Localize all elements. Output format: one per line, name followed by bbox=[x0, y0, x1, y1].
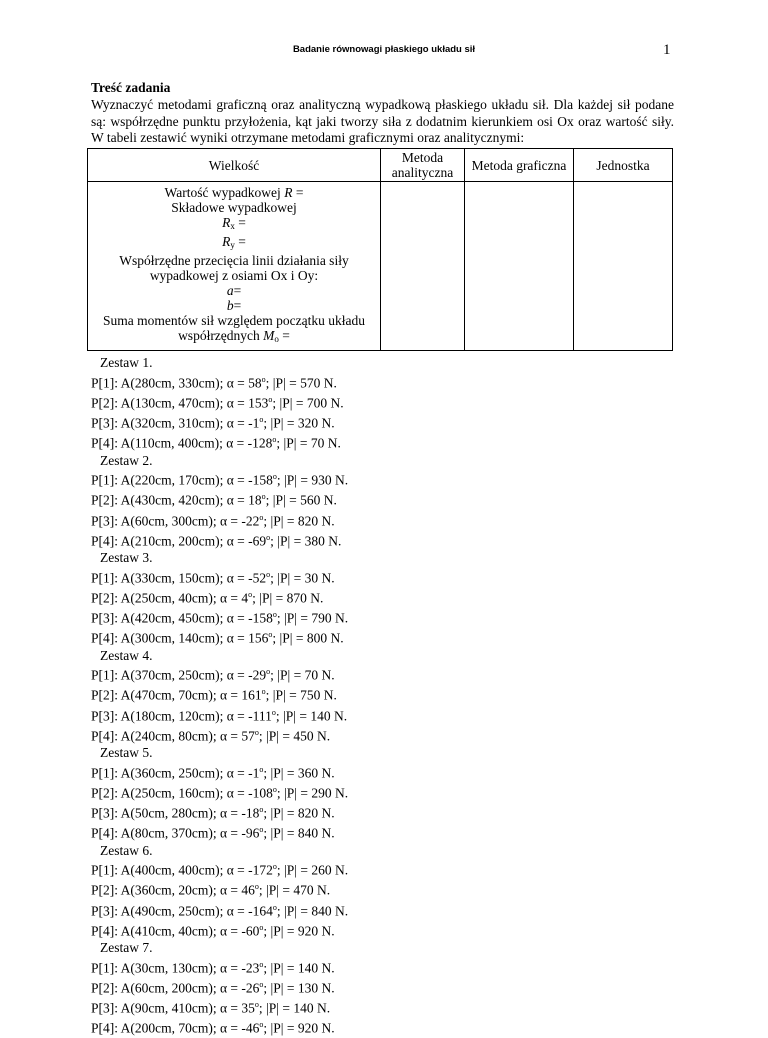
load-line: P[3]: A(50cm, 280cm); $\alpha = -18^o$; |P| = 820 N. bbox=[91, 805, 335, 821]
row-components-label: Składowe wypadkowej bbox=[171, 200, 297, 215]
load-line: P[2]: A(130cm, 470cm); $\alpha = 153^o$; |P| = 700 N. bbox=[91, 394, 344, 411]
row-rx: $R_x$ = bbox=[222, 215, 246, 231]
header-quantity: Wielkość bbox=[88, 149, 381, 182]
load-line: P[4]: A(410cm, 40cm); $\alpha = -60^o$; |P| = 920 N. bbox=[91, 922, 335, 939]
header-analytic: Metoda analityczna bbox=[381, 149, 465, 182]
section-heading: Treść zadania bbox=[91, 80, 171, 95]
load-line: P[1]: A(220cm, 170cm); $\alpha = -158^o$; |P| = 930 N. bbox=[91, 472, 349, 488]
load-line: P[2]: A(60cm, 200cm); $\alpha = -26^o$; |P| = 130 N. bbox=[91, 980, 335, 996]
load-line: P[2]: A(430cm, 420cm); $\alpha = 18^o$; |P| = 560 N. bbox=[91, 492, 337, 508]
row-intersection-label-2: wypadkowej z osiami Ox i Oy: bbox=[149, 268, 319, 283]
load-line: P[1]: A(370cm, 250cm); $\alpha = -29^o$; |P| = 70 N. bbox=[91, 667, 335, 683]
load-line: P[1]: A(360cm, 250cm); $\alpha = -1^o$; |P| = 360 N. bbox=[91, 764, 335, 781]
load-line: P[3]: A(320cm, 310cm); $\alpha = -1^o$; |P| = 320 N. bbox=[91, 415, 335, 431]
row-moment-label-2: współrzędnych $M_o$ = bbox=[178, 328, 290, 344]
page-number: 1 bbox=[663, 42, 671, 58]
load-line: P[3]: A(180cm, 120cm); $\alpha = -111^o$; |P| = 140 N. bbox=[91, 707, 348, 724]
graphic-value-cell[interactable] bbox=[465, 182, 574, 351]
load-line: P[4]: A(110cm, 400cm); $\alpha = -128^o$; |P| = 70 N. bbox=[91, 435, 341, 451]
load-line: P[2]: A(470cm, 70cm); $\alpha = 161^o$; |P| = 750 N. bbox=[91, 687, 337, 703]
load-line: P[4]: A(200cm, 70cm); $\alpha = -46^o$; |P| = 920 N. bbox=[91, 1020, 335, 1036]
row-moment-label-1: Suma momentów sił względem początku układu bbox=[102, 313, 366, 328]
load-line: P[2]: A(250cm, 160cm); $\alpha = -108^o$; |P| = 290 N. bbox=[91, 784, 349, 801]
row-a: a= bbox=[226, 283, 242, 298]
row-b: b= bbox=[226, 298, 242, 313]
set-title: Zestaw 5. bbox=[100, 745, 153, 761]
set-title: Zestaw 4. bbox=[100, 647, 153, 663]
load-line: P[4]: A(240cm, 80cm); $\alpha = 57^o$; |P| = 450 N. bbox=[91, 727, 331, 744]
set-title: Zestaw 7. bbox=[100, 940, 153, 956]
load-line: P[1]: A(280cm, 330cm); $\alpha = 58^o$; |P| = 570 N. bbox=[91, 374, 337, 391]
load-line: P[4]: A(210cm, 200cm); $\alpha = -69^o$; |P| = 380 N. bbox=[91, 532, 342, 549]
quantities-cell bbox=[88, 182, 381, 351]
load-line: P[1]: A(400cm, 400cm); $\alpha = -172^o$; |P| = 260 N. bbox=[91, 862, 349, 878]
load-line: P[4]: A(80cm, 370cm); $\alpha = -96^o$; |P| = 840 N. bbox=[91, 825, 335, 841]
load-line: P[1]: A(30cm, 130cm); $\alpha = -23^o$; |P| = 140 N. bbox=[91, 959, 335, 976]
row-ry: $R_y$ = bbox=[222, 234, 246, 250]
results-table bbox=[87, 148, 673, 351]
load-sets bbox=[91, 355, 348, 1038]
set-title: Zestaw 1. bbox=[100, 355, 153, 370]
load-line: P[2]: A(250cm, 40cm); $\alpha = 4^o$; |P| = 870 N. bbox=[91, 589, 324, 606]
unit-value-cell[interactable] bbox=[574, 182, 673, 351]
task-description: Wyznaczyć metodami graficzną oraz analityczną wypadkową płaskiego układu sił. Dla każdej sił podane są: współrzędne punktu przyłożenia, kąt jaki tworzy siła z dodatnim kierunkiem osi Ox oraz wartość siły. W tabeli zestawić wyniki otrzymane metodami graficznymi oraz analitycznymi: bbox=[91, 97, 674, 146]
load-line: P[2]: A(360cm, 20cm); $\alpha = 46^o$; |P| = 470 N. bbox=[91, 882, 331, 898]
load-line: P[3]: A(420cm, 450cm); $\alpha = -158^o$; |P| = 790 N. bbox=[91, 610, 349, 626]
set-title: Zestaw 6. bbox=[100, 842, 153, 858]
running-header: Badanie równowagi płaskiego układu sił bbox=[292, 44, 476, 55]
table-header-row bbox=[88, 149, 673, 182]
load-line: P[1]: A(330cm, 150cm); $\alpha = -52^o$; |P| = 30 N. bbox=[91, 569, 335, 586]
set-title: Zestaw 2. bbox=[100, 452, 153, 468]
load-line: P[4]: A(300cm, 140cm); $\alpha = 156^o$; |P| = 800 N. bbox=[91, 630, 344, 646]
header-graphic: Metoda graficzna bbox=[465, 149, 574, 182]
set-title: Zestaw 3. bbox=[100, 550, 153, 566]
header-unit: Jednostka bbox=[574, 149, 673, 182]
load-line: P[3]: A(90cm, 410cm); $\alpha = 35^o$; |P| = 140 N. bbox=[91, 1000, 331, 1016]
load-line: P[3]: A(60cm, 300cm); $\alpha = -22^o$; |P| = 820 N. bbox=[91, 512, 335, 529]
table-body-row bbox=[88, 182, 673, 351]
row-intersection-label-1: Współrzędne przecięcia linii działania siły bbox=[119, 253, 349, 268]
load-line: P[3]: A(490cm, 250cm); $\alpha = -164^o$; |P| = 840 N. bbox=[91, 902, 349, 919]
row-resultant-value: Wartość wypadkowej R = bbox=[164, 185, 304, 200]
analytic-value-cell[interactable] bbox=[381, 182, 465, 351]
